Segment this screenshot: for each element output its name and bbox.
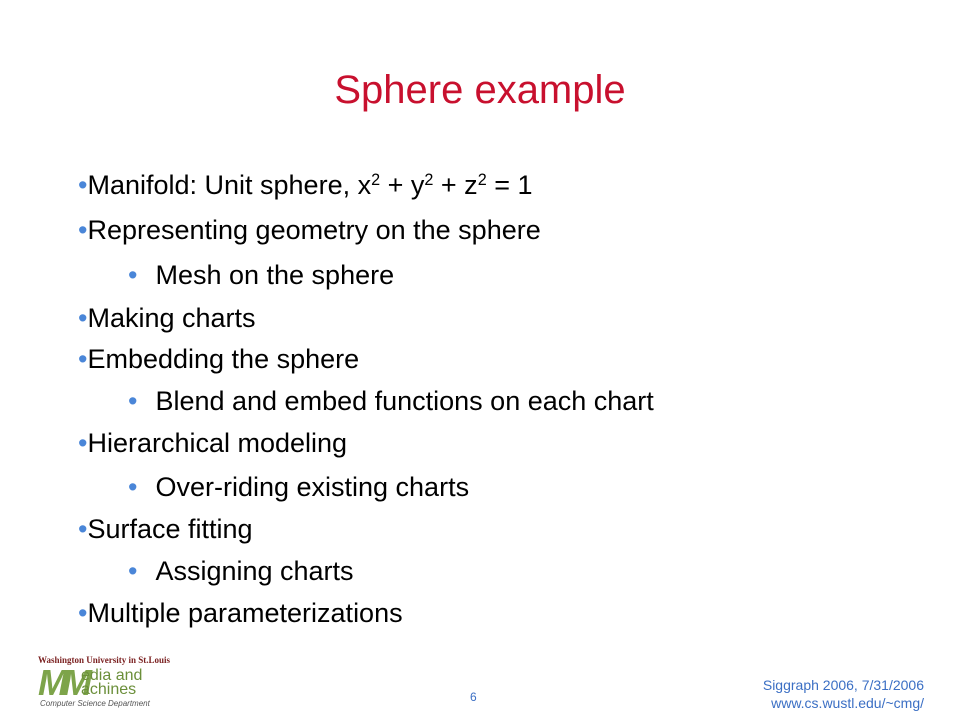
bullet-item: [128, 470, 469, 504]
bullet-icon: •: [128, 472, 138, 502]
bullet-text: Representing geometry on the sphere: [87, 215, 541, 245]
bullet-text: Assigning charts: [155, 556, 354, 586]
bullet-icon: •: [78, 344, 88, 374]
bullet-item: [78, 512, 253, 546]
bullet-text: Over-riding existing charts: [155, 472, 470, 502]
bullet-item: [78, 342, 359, 376]
university-name: Washington University in St.Louis: [38, 655, 171, 665]
bullet-text: Mesh on the sphere: [155, 260, 395, 290]
logo-line1: edia and: [81, 667, 143, 684]
page-number: 6: [470, 690, 477, 704]
bullet-icon: •: [128, 386, 138, 416]
bullet-text: Surface fitting: [87, 514, 253, 544]
footer-url: www.cs.wustl.edu/~cmg/: [771, 695, 924, 711]
logo-mark: MM: [38, 662, 86, 703]
bullet-text: Making charts: [87, 303, 256, 333]
bullet-icon: •: [78, 428, 88, 458]
bullet-item: [128, 384, 654, 418]
bullet-icon: •: [78, 303, 88, 333]
bullet-item: [78, 213, 541, 247]
department-name: Computer Science Department: [40, 699, 150, 708]
slide-title: Sphere example: [334, 68, 626, 112]
bullet-icon: •: [78, 215, 88, 245]
bullet-icon: •: [78, 514, 88, 544]
bullet-item: [78, 301, 256, 335]
bullet-icon: •: [128, 260, 138, 290]
bullet-item: [128, 554, 354, 588]
footer: [763, 676, 924, 712]
media-and-machines-logo: [38, 655, 171, 709]
logo-line2: achines: [81, 681, 137, 698]
footer-event-date: Siggraph 2006, 7/31/2006: [762, 677, 924, 693]
bullet-item: [78, 596, 403, 630]
bullet-item: [78, 426, 347, 460]
bullet-icon: •: [78, 598, 88, 628]
bullet-item: [128, 258, 394, 292]
bullet-text: Multiple parameterizations: [87, 598, 403, 628]
bullet-item: [78, 168, 533, 206]
bullet-text: Hierarchical modeling: [87, 428, 348, 458]
bullet-text: Blend and embed functions on each chart: [155, 386, 654, 416]
bullet-text-manifold: Manifold: Unit sphere, $x^2 + y^2 + z^2 = 1$: [87, 170, 533, 200]
bullet-text: Embedding the sphere: [87, 344, 360, 374]
bullet-icon: •: [128, 556, 138, 586]
bullet-icon: •: [78, 170, 88, 200]
